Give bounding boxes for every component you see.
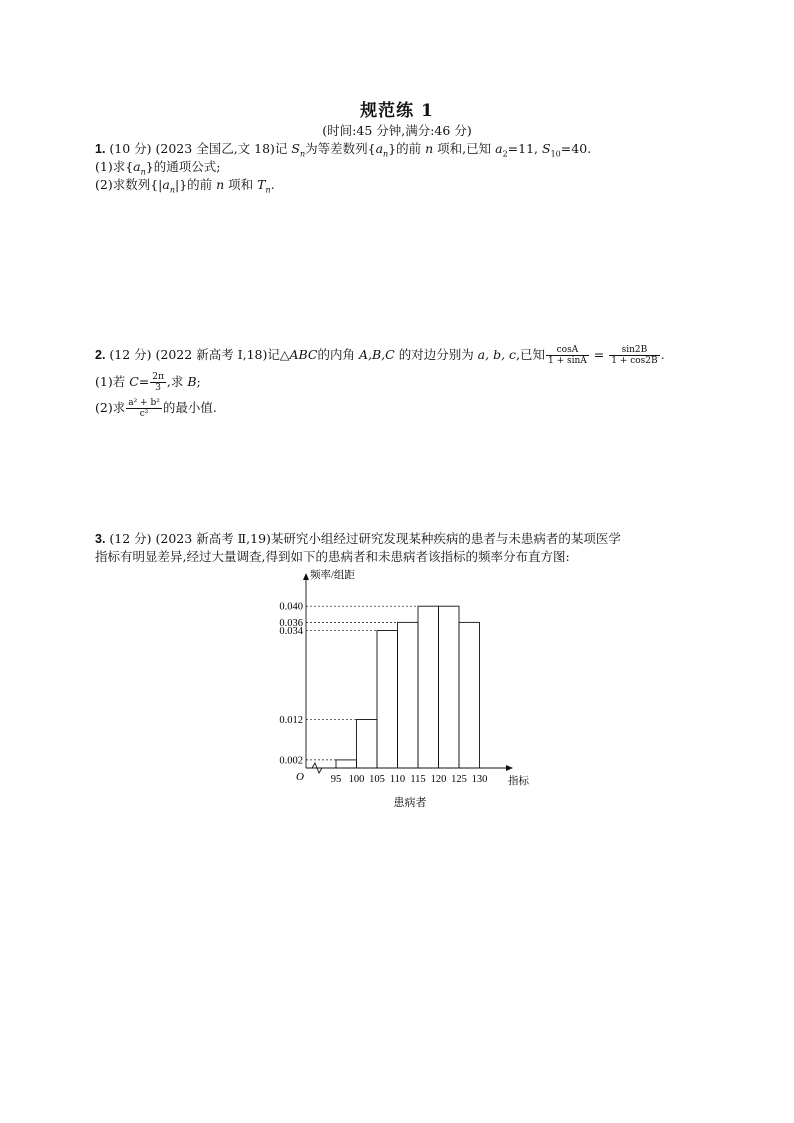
q2-number: 2. bbox=[95, 348, 106, 362]
x-tick-label: 110 bbox=[389, 774, 406, 785]
q2-ratio-fraction: $\frac{\text{a² + b²}}{\text{c²}}$ bbox=[128, 398, 160, 419]
histogram-bar bbox=[459, 622, 480, 768]
x-tick-label: 105 bbox=[369, 774, 385, 785]
origin-label: O bbox=[296, 771, 304, 783]
q2-part1: (1)若 C= $\frac{2\pi}{3}$ ,求 B; bbox=[95, 372, 201, 393]
y-tick-label: 0.012 bbox=[279, 714, 303, 726]
x-tick-label: 95 bbox=[330, 774, 342, 785]
histogram-bar bbox=[398, 622, 419, 768]
histogram-bar bbox=[336, 760, 357, 768]
x-tick-label: 120 bbox=[430, 774, 447, 785]
x-axis-label: 指标 bbox=[508, 776, 529, 787]
y-tick-label: 0.036 bbox=[279, 617, 303, 629]
q1-part2: (2)求数列$\{|a_n|\}$的前 n 项和 $T_n$. bbox=[95, 177, 275, 195]
y-axis-label: 频率/组距 bbox=[310, 570, 355, 581]
y-axis-arrow bbox=[303, 573, 309, 580]
q2-angle-fraction: $\frac{2\pi}{3}$ bbox=[152, 372, 164, 393]
page-subtitle: (时间:45 分钟,满分:46 分) bbox=[322, 123, 472, 138]
y-tick-label: 0.040 bbox=[279, 601, 303, 613]
histogram-bar bbox=[439, 606, 460, 768]
q2-fraction-left: $\frac{\cos A}{1 + \sin A}$ bbox=[548, 345, 587, 366]
x-tick-label: 115 bbox=[410, 774, 426, 785]
q2-part2: (2)求 $\frac{\text{a² + b²}}{\text{c²}}$ 的最小值. bbox=[95, 398, 217, 419]
q1-line1: 1. (10 分) (2023 全国乙,文 18)记 $S_n$为等差数列$\{a_n\}$的前 n 项和,已知 $a_2=11$, $S_{10}=40$. bbox=[95, 141, 592, 159]
q2-fraction-right: $\frac{\sin 2B}{1 + \cos 2B}$ bbox=[611, 345, 658, 366]
q3-number: 3. bbox=[95, 532, 106, 546]
histogram-bar bbox=[377, 630, 398, 768]
y-tick-label: 0.034 bbox=[279, 625, 303, 637]
histogram-chart bbox=[270, 560, 530, 810]
page-title: 规范练 1 bbox=[360, 101, 434, 121]
q1-part1: (1)求$\{a_n\}$的通项公式; bbox=[95, 159, 221, 177]
x-axis-arrow bbox=[506, 765, 513, 771]
histogram-bar bbox=[357, 719, 378, 768]
q3-line1: 3. (12 分) (2023 新高考 Ⅱ,19)某研究小组经过研究发现某种疾病的患者与未患病者的某项医学 bbox=[95, 531, 621, 546]
chart-caption: 患病者 bbox=[393, 797, 427, 809]
x-tick-label: 125 bbox=[451, 774, 467, 785]
x-tick-label: 130 bbox=[471, 774, 488, 785]
q2-line1: 2. (12 分) (2022 新高考 Ⅰ,18)记△ABC的内角 A,B,C 的对边分别为 a, b, c,已知 $\frac{\cos A}{1 + \sin A}$ = $\frac{\sin 2B}{1 + \cos 2B}$ . bbox=[95, 345, 665, 366]
x-tick-label: 100 bbox=[348, 774, 365, 785]
q1-number: 1. bbox=[95, 142, 106, 156]
histogram-bar bbox=[418, 606, 439, 768]
y-tick-label: 0.002 bbox=[279, 755, 303, 767]
q3-line2: 指标有明显差异,经过大量调查,得到如下的患病者和未患病者该指标的频率分布直方图: bbox=[95, 549, 570, 564]
